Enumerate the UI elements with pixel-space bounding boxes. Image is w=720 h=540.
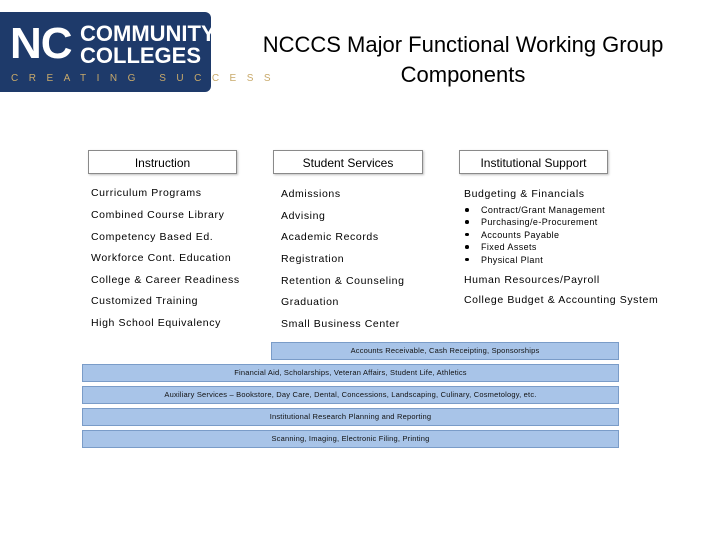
logo-line2: COLLEGES xyxy=(80,43,202,68)
column-header-instruction: Instruction xyxy=(88,150,237,174)
instruction-item: Combined Course Library xyxy=(91,209,225,221)
logo-line1: COMMUNITY xyxy=(80,21,216,46)
instruction-item: High School Equivalency xyxy=(91,317,221,329)
budgeting-sub-list xyxy=(465,204,605,266)
bullet-icon xyxy=(465,208,469,212)
list-item: Accounts Payable xyxy=(465,229,605,241)
student-services-item: Small Business Center xyxy=(281,318,400,330)
bar-institutional-research: Institutional Research Planning and Reporting xyxy=(82,408,619,426)
bar-financial-aid: Financial Aid, Scholarships, Veteran Affairs, Student Life, Athletics xyxy=(82,364,619,382)
instruction-item: Workforce Cont. Education xyxy=(91,252,232,264)
bullet-icon xyxy=(465,258,469,262)
nc-community-colleges-logo xyxy=(0,12,282,92)
institutional-support-item: Budgeting & Financials xyxy=(464,188,585,200)
list-item: Fixed Assets xyxy=(465,241,605,253)
instruction-item: Customized Training xyxy=(91,295,199,307)
list-item: Physical Plant xyxy=(465,254,605,266)
list-item: Purchasing/e-Procurement xyxy=(465,216,605,228)
logo-abbr: NC xyxy=(10,19,72,68)
column-header-institutional-support: Institutional Support xyxy=(459,150,608,174)
student-services-item: Graduation xyxy=(281,296,339,308)
student-services-item: Advising xyxy=(281,210,326,222)
student-services-item: Admissions xyxy=(281,188,341,200)
column-header-student-services: Student Services xyxy=(273,150,423,174)
student-services-item: Academic Records xyxy=(281,231,379,243)
institutional-support-item: Human Resources/Payroll xyxy=(464,274,600,286)
instruction-item: Competency Based Ed. xyxy=(91,231,214,243)
bullet-icon xyxy=(465,245,469,249)
list-item: Contract/Grant Management xyxy=(465,204,605,216)
instruction-item: College & Career Readiness xyxy=(91,274,240,286)
institutional-support-item: College Budget & Accounting System xyxy=(464,294,659,306)
logo-tagline: CREATING SUCCESS xyxy=(11,73,282,84)
instruction-item: Curriculum Programs xyxy=(91,187,202,199)
bar-auxiliary-services: Auxiliary Services – Bookstore, Day Care, Dental, Concessions, Landscaping, Culinary, Cosmetology, etc. xyxy=(82,386,619,404)
bar-scanning-imaging: Scanning, Imaging, Electronic Filing, Printing xyxy=(82,430,619,448)
bullet-icon xyxy=(465,220,469,224)
bullet-icon xyxy=(465,233,469,237)
student-services-item: Retention & Counseling xyxy=(281,275,405,287)
page-title: NCCCS Major Functional Working Group Components xyxy=(262,32,664,87)
bar-accounts-receivable: Accounts Receivable, Cash Receipting, Sponsorships xyxy=(271,342,619,360)
student-services-item: Registration xyxy=(281,253,345,265)
